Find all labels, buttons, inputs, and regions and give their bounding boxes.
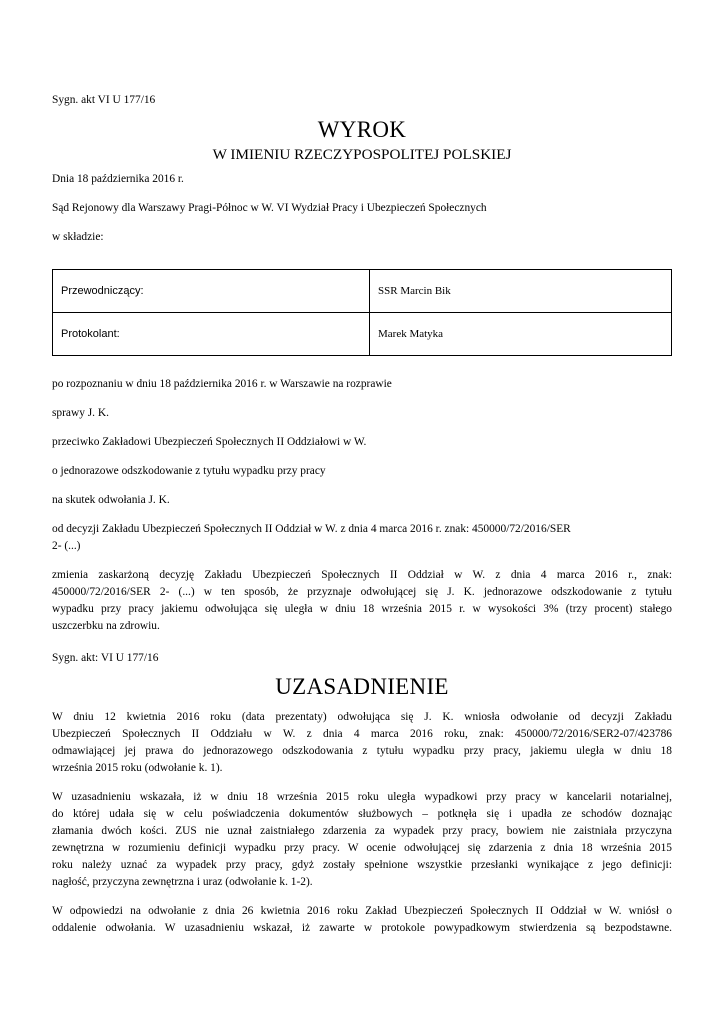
paragraph-line: nagłość, przyczyna zewnętrzna i uraz (odwołanie k. 1-2). xyxy=(52,876,313,888)
appeal-line: na skutek odwołania J. K. xyxy=(52,494,170,506)
hearing-line: po rozpoznaniu w dniu 18 października 2016 r. w Warszawie na rozprawie xyxy=(52,378,392,390)
person-cell: Marek Matyka xyxy=(370,313,672,356)
paragraph-line: W uzasadnieniu wskazała, iż w dniu 18 września 2015 roku uległa wypadkowi przy pracy w kancelarii notarialnej, xyxy=(52,791,672,803)
paragraph-line: złamania dwóch kości. ZUS nie uznał zaistniałego zdarzenia za wypadek przy pracy, bowiem nie zaistniała przyczyna xyxy=(52,825,672,837)
paragraph-line: odmawiającej jej prawa do jednorazowego odszkodowania z tytułu wypadku przy pracy, jakiemu uległa w dniu 18 xyxy=(52,745,672,757)
court-name: Sąd Rejonowy dla Warszawy Pragi-Północ w W. VI Wydział Pracy i Ubezpieczeń Społecznych xyxy=(52,202,487,214)
case-of-line: sprawy J. K. xyxy=(52,407,109,419)
table-row xyxy=(53,313,672,356)
paragraph-line: oddalenie odwołania. W uzasadnieniu wskazał, iż zawarte w protokole powypadkowym stwierdzenia są bezpodstawne. xyxy=(52,922,672,934)
justification-title: UZASADNIENIE xyxy=(275,674,449,699)
ruling-line: 450000/72/2016/SER 2- (...) w ten sposób, że przyznaje odwołującej się J. K. jednorazowe odszkodowanie z tytułu xyxy=(52,586,672,598)
verdict-date: Dnia 18 października 2016 r. xyxy=(52,173,184,185)
paragraph-line: Ubezpieczeń Społecznych II Oddziału w W. z dnia 4 marca 2016 roku, znak: 450000/72/2016/SER2-07/423786 xyxy=(52,728,672,740)
paragraph-line: W dniu 12 kwietnia 2016 roku (data prezentaty) odwołująca się J. K. wniosła odwołanie od decyzji Zakładu xyxy=(52,711,672,723)
subject-line: o jednorazowe odszkodowanie z tytułu wypadku przy pracy xyxy=(52,465,326,477)
role-cell: Przewodniczący: xyxy=(53,270,370,313)
ruling-line: wypadku przy pracy jakiemu odwołująca się uległa w dniu 18 września 2015 r. w wysokości 3% (trzy procent) stałego xyxy=(52,603,672,615)
ruling-line: uszczerbku na zdrowiu. xyxy=(52,620,160,632)
decision-line: 2- (...) xyxy=(52,540,81,552)
paragraph-line: W odpowiedzi na odwołanie z dnia 26 kwietnia 2016 roku Zakład Ubezpieczeń Społecznych II Oddział w W. wniósł o xyxy=(52,905,672,917)
role-cell: Protokolant: xyxy=(53,313,370,356)
ruling-line: zmienia zaskarżoną decyzję Zakładu Ubezpieczeń Społecznych II Oddział w W. z dnia 4 marca 2016 r., znak: xyxy=(52,569,672,581)
table-row xyxy=(53,270,672,313)
case-number: Sygn. akt VI U 177/16 xyxy=(52,94,156,106)
verdict-subtitle: W IMIENIU RZECZYPOSPOLITEJ POLSKIEJ xyxy=(212,146,512,163)
paragraph-line: zewnętrzna w rozumieniu definicji wypadku przy pracy. W ocenie odwołującej się zdarzenia z dnia 18 września 2015 xyxy=(52,842,672,854)
person-cell: SSR Marcin Bik xyxy=(370,270,672,313)
paragraph-line: roku należy uznać za wypadek przy pracy, gdyż zostały spełnione wszystkie przesłanki wynikające z jego definicji: xyxy=(52,859,672,871)
paragraph-line: do której udała się w celu poświadczenia dokumentów służbowych – potknęła się i upadła ze schodów doznając xyxy=(52,808,672,820)
against-line: przeciwko Zakładowi Ubezpieczeń Społecznych II Oddziałowi w W. xyxy=(52,436,367,448)
justification-case-number: Sygn. akt: VI U 177/16 xyxy=(52,652,159,664)
composition-table xyxy=(52,269,672,356)
decision-line: od decyzji Zakładu Ubezpieczeń Społecznych II Oddział w W. z dnia 4 marca 2016 r. znak: 450000/72/2016/SER xyxy=(52,523,571,535)
verdict-title: WYROK xyxy=(317,117,407,142)
composition-label: w składzie: xyxy=(52,231,104,243)
paragraph-line: września 2015 roku (odwołanie k. 1). xyxy=(52,762,223,774)
